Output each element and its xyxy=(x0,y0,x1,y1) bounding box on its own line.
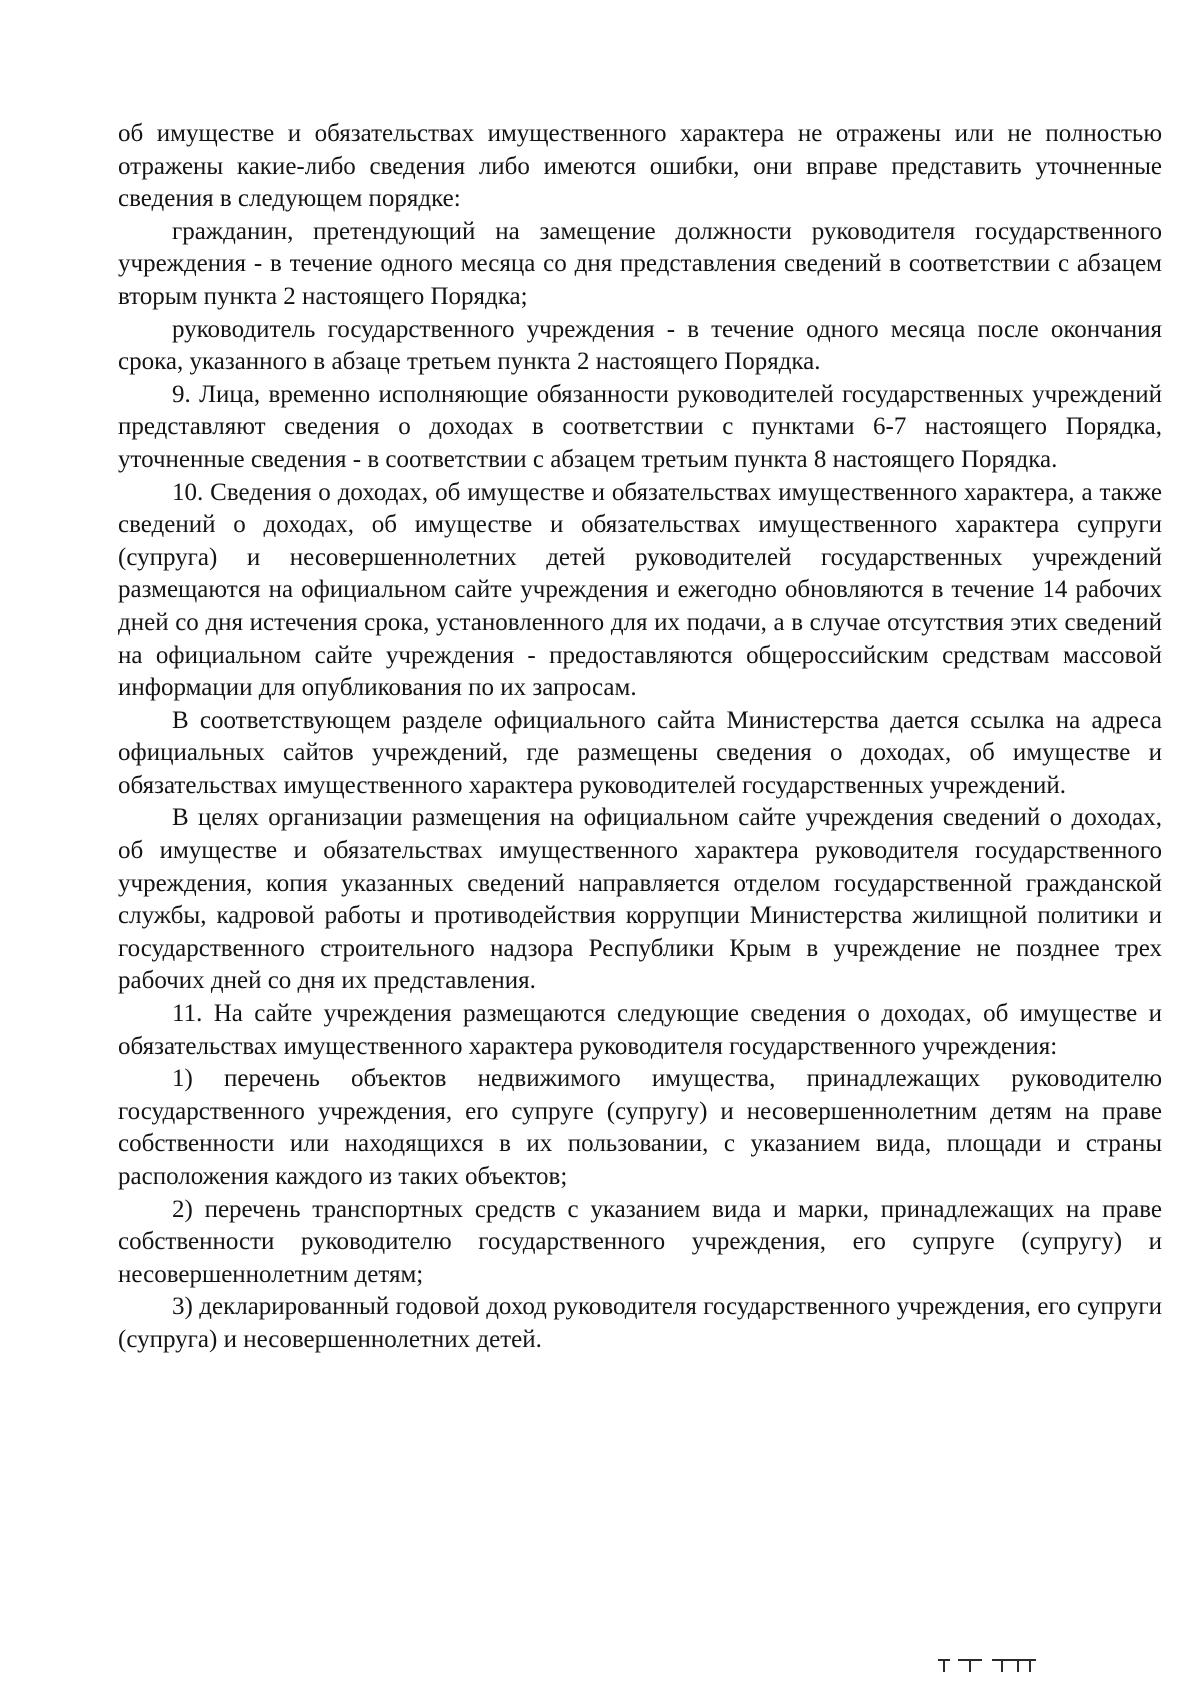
paragraph-item-11: 11. На сайте учреждения размещаются следующие сведения о доходах, об имуществе и обязательствах имущественного характера руководителя государственного учреждения: xyxy=(118,1000,1162,1060)
paragraph-subitem-1: 1) перечень объектов недвижимого имущества, принадлежащих руководителю государственного учреждения, его супруге (супругу) и несовершеннолетним детям на праве собственности или находящихся в их пользовании, с указанием вида, площади и страны расположения каждого из таких объектов; xyxy=(118,1065,1162,1190)
paragraph-item-9: 9. Лица, временно исполняющие обязанности руководителей государственных учреждений представляют сведения о доходах в соответствии с пунктами 6-7 настоящего Порядка, уточненные сведения - в соответствии с абзацем третьим пункта 8 настоящего Порядка. xyxy=(118,380,1162,473)
paragraph-subitem-3: 3) декларированный годовой доход руководителя государственного учреждения, его супруги (супруга) и несовершеннолетних детей. xyxy=(118,1293,1162,1353)
paragraph-citizen-applicant: гражданин, претендующий на замещение должности руководителя государственного учреждения - в течение одного месяца со дня представления сведений в соответствии с абзацем вторым пункта 2 настоящего Порядка; xyxy=(118,217,1162,310)
paragraph-item-10: 10. Сведения о доходах, об имуществе и обязательствах имущественного характера, а также сведений о доходах, об имуществе и обязательствах имущественного характера супруги (супруга) и несовершеннолетних детей руководителей государственных учреждений размещаются на официальном сайте учреждения и ежегодно обновляются в течение 14 рабочих дней со дня истечения срока, установленного для их подачи, а в случае отсутствия этих сведений на официальном сайте учреждения - предоставляются общероссийским средствам массовой информации для опубликования по их запросам. xyxy=(118,478,1162,702)
paragraph-continuation: об имуществе и обязательствах имущественного характера не отражены или не полностью отражены какие-либо сведения либо имеются ошибки, они вправе представить уточненные сведения в следующем порядке: xyxy=(118,120,1162,213)
paragraph-ministry-site-link: В соответствующем разделе официального сайта Министерства дается ссылка на адреса официальных сайтов учреждений, где размещены сведения о доходах, об имуществе и обязательствах имущественного характера руководителей государственных учреждений. xyxy=(118,706,1162,799)
paragraph-subitem-2: 2) перечень транспортных средств с указанием вида и марки, принадлежащих на праве собственности руководителю государственного учреждения, его супруге (супругу) и несовершеннолетним детям; xyxy=(118,1195,1162,1288)
document-body xyxy=(118,118,1162,1357)
scan-artifact-marks xyxy=(936,1654,1136,1678)
paragraph-publication-procedure: В целях организации размещения на официальном сайте учреждения сведений о доходах, об имуществе и обязательствах имущественного характера руководителя государственного учреждения, копия указанных сведений направляется отделом государственной гражданской службы, кадровой работы и противодействия коррупции Министерства жилищной политики и государственного строительного надзора Республики Крым в учреждение не позднее трех рабочих дней со дня их представления. xyxy=(118,804,1162,995)
paragraph-institution-head: руководитель государственного учреждения - в течение одного месяца после окончания срока, указанного в абзаце третьем пункта 2 настоящего Порядка. xyxy=(118,315,1162,376)
